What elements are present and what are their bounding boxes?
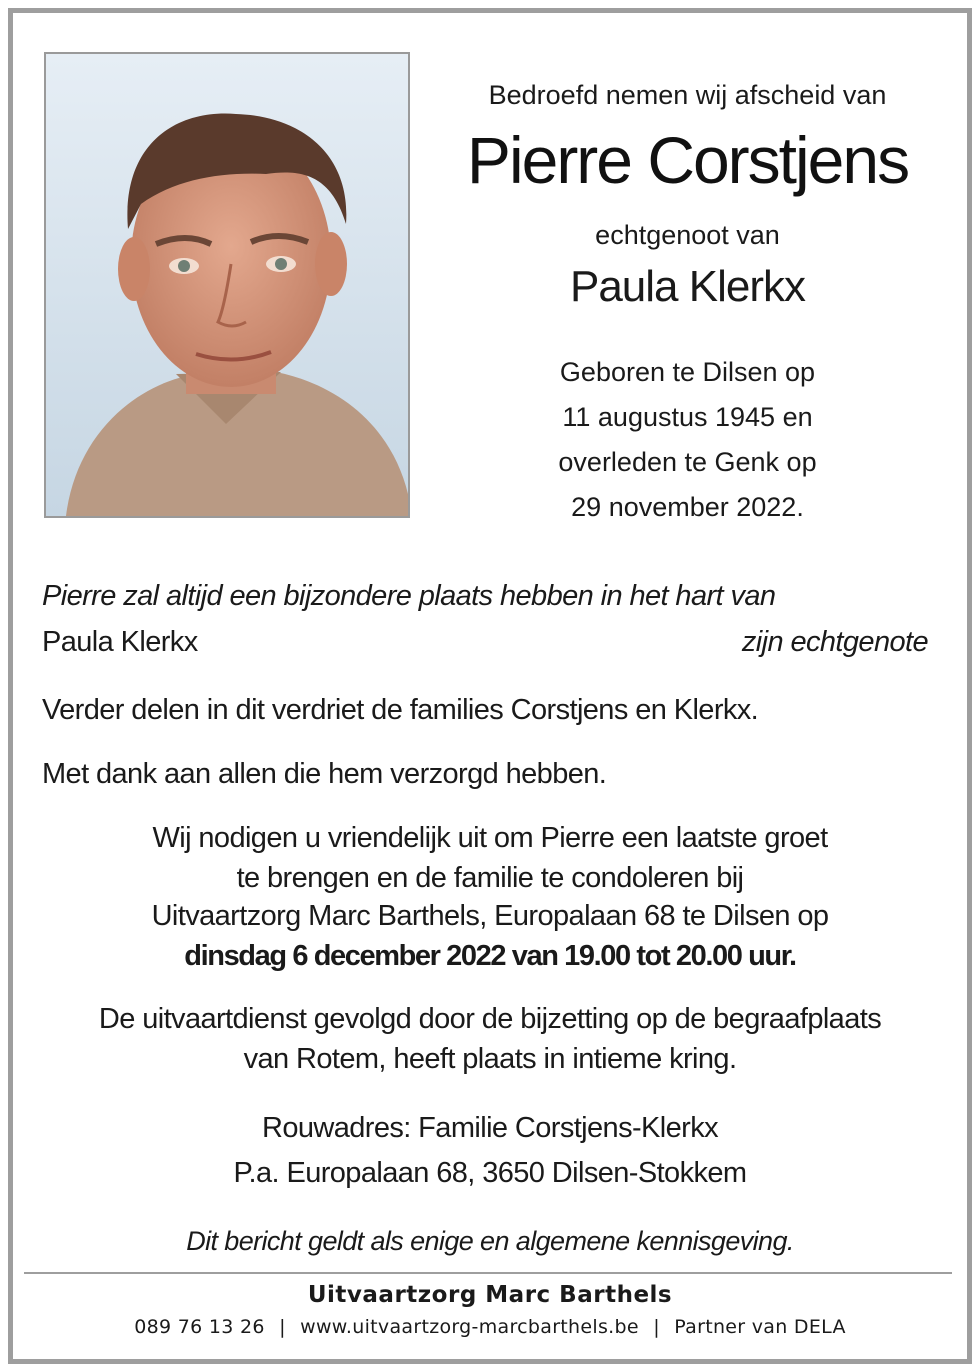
footer-separator: | bbox=[279, 1316, 286, 1338]
relation-label: echtgenoot van bbox=[595, 220, 780, 250]
birth-death-line: 29 november 2022. bbox=[571, 492, 804, 522]
ceremony-line: van Rotem, heeft plaats in intieme kring. bbox=[243, 1043, 737, 1075]
tribute-text: Pierre zal altijd een bijzondere plaats hebben in het hart van bbox=[42, 580, 776, 612]
birth-death-line: Geboren te Dilsen op bbox=[559, 357, 816, 387]
footer-contacts bbox=[42, 1316, 938, 1338]
invitation-line: Uitvaartzorg Marc Barthels, Europalaan 68 te Dilsen op bbox=[151, 900, 829, 932]
footer-website-link[interactable]: www.uitvaartzorg-marcbarthels.be bbox=[300, 1316, 639, 1338]
footer-phone: 089 76 13 26 bbox=[134, 1316, 265, 1338]
notice-text: Dit bericht geldt als enige en algemene kennisgeving. bbox=[186, 1226, 794, 1256]
intro-text: Bedroefd nemen wij afscheid van bbox=[488, 80, 887, 110]
birth-death-line: 11 augustus 1945 en bbox=[562, 402, 813, 432]
footer-company-name: Uitvaartzorg Marc Barthels bbox=[307, 1282, 673, 1308]
visitation-datetime: dinsdag 6 december 2022 van 19.00 tot 20.00 uur. bbox=[184, 940, 796, 972]
invitation-line: te brengen en de familie te condoleren bij bbox=[236, 862, 744, 894]
portrait-photo bbox=[44, 52, 410, 518]
birth-death-line: overleden te Genk op bbox=[558, 447, 817, 477]
deceased-name: Pierre Corstjens bbox=[466, 123, 909, 197]
ceremony-line: De uitvaartdienst gevolgd door de bijzetting op de begraafplaats bbox=[98, 1003, 882, 1035]
family-member-role: zijn echtgenote bbox=[741, 626, 928, 658]
family-member-name: Paula Klerkx bbox=[42, 626, 198, 658]
footer-divider bbox=[24, 1272, 952, 1274]
mourning-address-label: Rouwadres: Familie Corstjens-Klerkx bbox=[261, 1112, 719, 1144]
footer-separator: | bbox=[653, 1316, 660, 1338]
mourning-address: P.a. Europalaan 68, 3650 Dilsen-Stokkem bbox=[233, 1157, 747, 1189]
invitation-line: Wij nodigen u vriendelijk uit om Pierre een laatste groet bbox=[152, 822, 828, 854]
thanks-text: Met dank aan allen die hem verzorgd hebben. bbox=[42, 758, 607, 790]
spouse-name: Paula Klerkx bbox=[569, 262, 805, 311]
footer-partner: Partner van DELA bbox=[674, 1316, 846, 1338]
sharing-text: Verder delen in dit verdriet de families Corstjens en Klerkx. bbox=[42, 694, 759, 726]
